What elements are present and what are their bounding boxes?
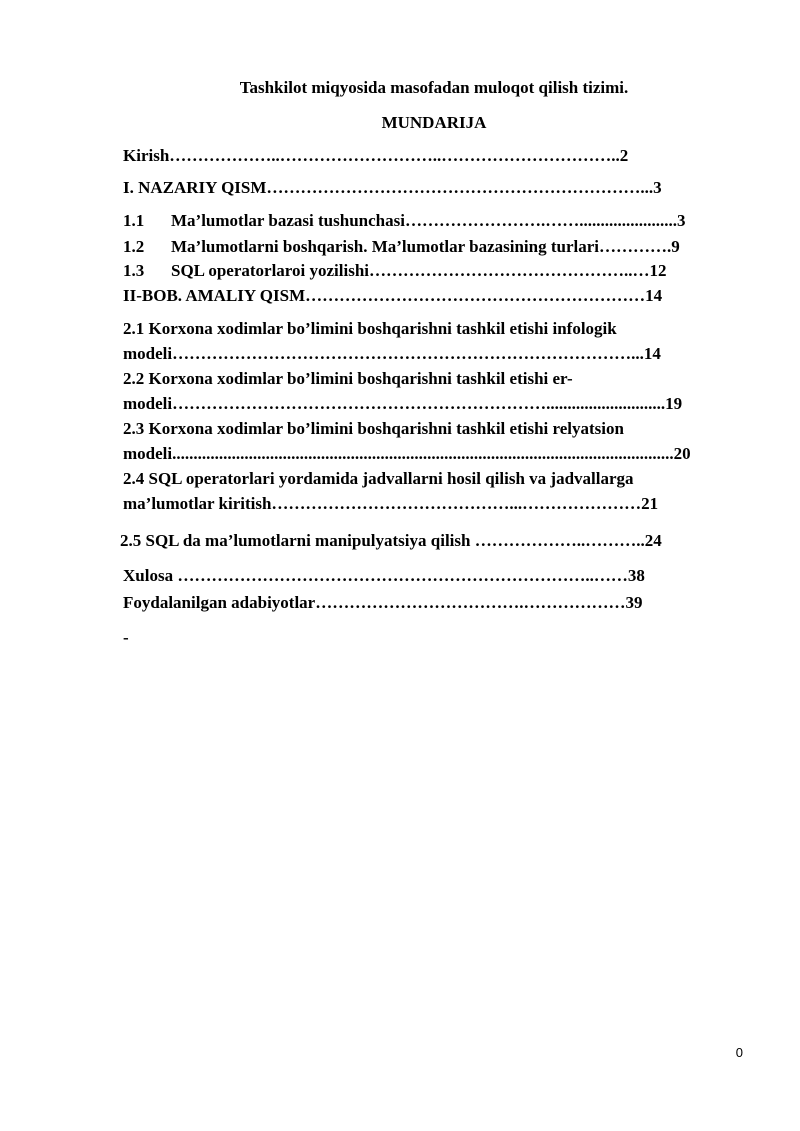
toc-entry-1-3: [123, 261, 743, 281]
toc-entry-2-5: 2.5 SQL da ma’lumotlarni manipulyatsiya qilish ………………..………..24: [120, 531, 662, 550]
toc-entry-2-3-line1: 2.3 Korxona xodimlar bo’limini boshqarishni tashkil etishi relyatsion: [123, 419, 624, 438]
toc-entry-text: Ma’lumotlar bazasi tushunchasi…………………….…….......................3: [171, 211, 686, 230]
toc-entry-2-2-line2: modeli…………………………………………………………............................19: [123, 394, 683, 413]
toc-entry-1-1: [123, 211, 743, 231]
toc-entry-number: 1.3: [123, 261, 145, 280]
toc-entry-1-2: [123, 237, 743, 257]
toc-entry-text: Ma’lumotlarni boshqarish. Ma’lumotlar bazasining turlari………….9: [171, 237, 680, 256]
toc-entry-adabiyotlar: Foydalanilgan adabiyotlar……………………………….………………39: [123, 593, 643, 612]
toc-entry-2-1-line2: modeli………………………………………………………………………...14: [123, 344, 661, 363]
toc-heading: MUNDARIJA: [381, 113, 487, 132]
toc-entry-text: SQL operatorlaroi yozilishi………………………………………..…12: [171, 261, 667, 280]
toc-entry-2-2-line1: 2.2 Korxona xodimlar bo’limini boshqarishni tashkil etishi er-: [123, 369, 573, 388]
trailing-dash: -: [123, 628, 129, 647]
toc-entry-xulosa: Xulosa ………………………………………………………………..……38: [123, 566, 645, 585]
toc-entry-2-1-line1: 2.1 Korxona xodimlar bo’limini boshqarishni tashkil etishi infologik: [123, 319, 617, 338]
document-title: Tashkilot miqyosida masofadan muloqot qilish tizimi.: [239, 78, 629, 97]
toc-entry-2-4-line2: ma’lumotlar kiritish……………………………………...…………………21: [123, 494, 659, 513]
toc-entry-kirish: Kirish………………..………………………..…………………………..2: [123, 146, 629, 165]
toc-entry-2-4-line1: 2.4 SQL operatorlari yordamida jadvallarni hosil qilish va jadvallarga: [123, 469, 634, 488]
toc-entry-amaliy-qism: II-BOB. AMALIY QISM……………………………………………………14: [123, 286, 663, 305]
toc-entry-nazariy-qism: I. NAZARIY QISM…………………………………………………………...3: [123, 178, 662, 197]
page-number: 0: [735, 1045, 743, 1060]
toc-entry-number: 1.1: [123, 211, 145, 230]
toc-entry-number: 1.2: [123, 237, 145, 256]
toc-entry-2-3-line2: modeli......................................................................................................................20: [123, 444, 691, 463]
